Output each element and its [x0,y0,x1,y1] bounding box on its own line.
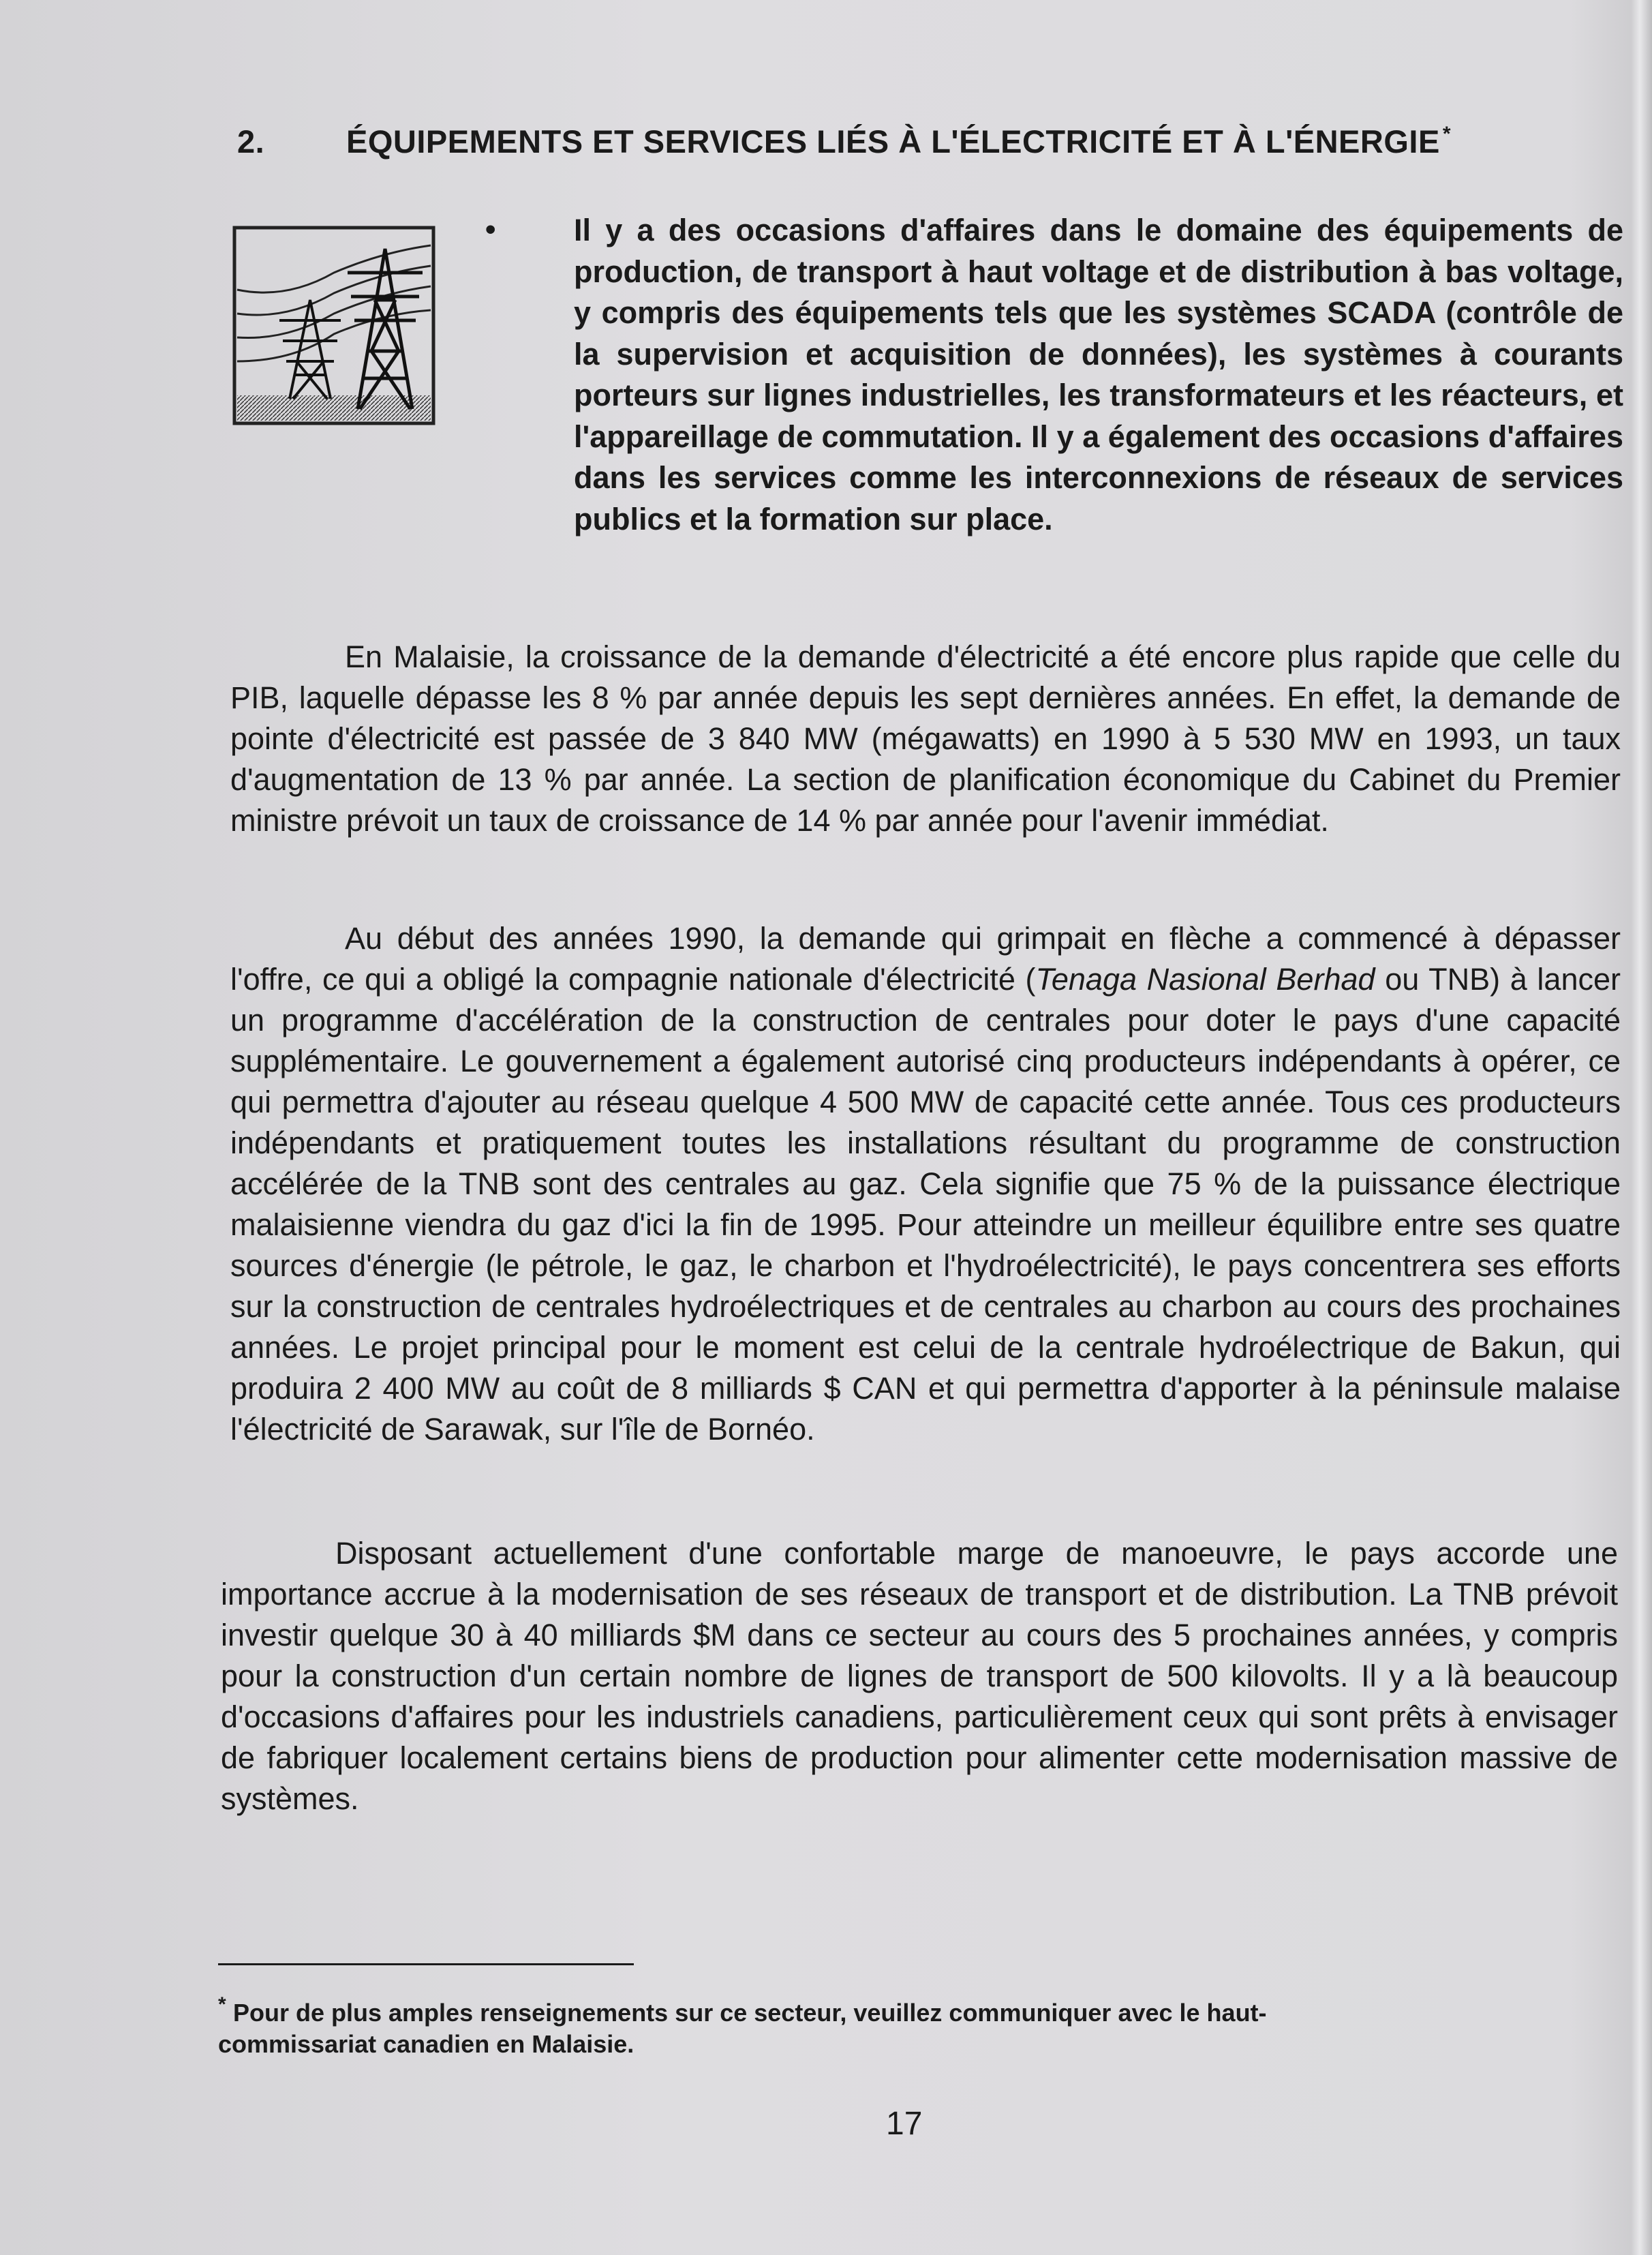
section-title: ÉQUIPEMENTS ET SERVICES LIÉS À L'ÉLECTRICITÉ ET À L'ÉNERGIE [346,123,1440,160]
paragraph-2-text-end: ou TNB) à lancer un programme d'accélération de la construction de centrales pour doter le pays d'une capacité supplémentaire. Le gouvernement a également autorisé cinq producteurs indépendants à opérer, ce qui permettra d'ajouter au réseau quelque 4 500 MW de capacité cette année. Tous ces producteurs indépendants et pratiquement toutes les installations résultant du programme de construction accélérée de la TNB sont des centrales au gaz. Cela signifie que 75 % de la puissance électrique malaisienne viendra du gaz d'ici la fin de 1995. Pour atteindre un meilleur équilibre entre ses quatre sources d'énergie (le pétrole, le gaz, le charbon et l'hydroélectricité), le pays concentrera ses efforts sur la construction de centrales hydroélectriques et de centrales au charbon au cours des prochaines années. Le projet principal pour le moment est celui de la centrale hydroélectrique de Bakun, qui produira 2 400 MW au coût de 8 milliards $ CAN et qui permettra d'apporter à la péninsule malaise l'électricité de Sarawak, sur l'île de Bornéo. [230,962,1621,1447]
section-number: 2. [237,123,265,160]
footnote [218,1993,1390,2060]
paragraph-2 [230,918,1621,1450]
heading-footnote-marker: * [1442,123,1451,145]
power-transmission-tower-icon [232,225,436,426]
footnote-marker: * [218,1993,226,2016]
company-name-italic: Tenaga Nasional Berhad [1035,962,1375,997]
footnote-text: Pour de plus amples renseignements sur ce secteur, veuillez communiquer avec le haut-commissariat canadien en Malaisie. [218,1999,1267,2058]
page-edge-shadow [1632,0,1652,2255]
paragraph-2-text-start: Au début des années 1990, la demande qui grimpait en flèche a commencé à dépasser l'offre, ce qui a obligé la compagnie nationale d'électricité ( [230,921,1621,997]
bullet-point: • [485,213,496,246]
paragraph-1: En Malaisie, la croissance de la demande d'électricité a été encore plus rapide que celle du PIB, laquelle dépasse les 8 % par année depuis les sept dernières années. En effet, la demande de pointe d'électricité est passée de 3 840 MW (mégawatts) en 1990 à 5 530 MW en 1993, un taux d'augmentation de 13 % par année. La section de planification économique du Cabinet du Premier ministre prévoit un taux de croissance de 14 % par année pour l'avenir immédiat. [230,639,1621,838]
page-number: 17 [886,2106,923,2142]
footnote-separator [218,1963,634,1965]
highlight-paragraph: Il y a des occasions d'affaires dans le domaine des équipements de production, de transport à haut voltage et de distribution à bas voltage, y compris des équipements tels que les systèmes SCADA (contrôle de la supervision et acquisition de données), les systèmes à courants porteurs sur lignes industrielles, les transformateurs et les réacteurs, et l'appareillage de commutation. Il y a également des occasions d'affaires dans les services comme les interconnexions de réseaux de services publics et la formation sur place. [574,213,1623,536]
paragraph-3: Disposant actuellement d'une confortable marge de manoeuvre, le pays accorde une importance accrue à la modernisation de ses réseaux de transport et de distribution. La TNB prévoit investir quelque 30 à 40 milliards $M dans ce secteur au cours des 5 prochaines années, y compris pour la construction d'un certain nombre de lignes de transport de 500 kilovolts. Il y a là beaucoup d'occasions d'affaires pour les industriels canadiens, particulièrement ceux qui sont prêts à envisager de fabriquer localement certains biens de production pour alimenter cette modernisation massive de systèmes. [221,1536,1618,1816]
